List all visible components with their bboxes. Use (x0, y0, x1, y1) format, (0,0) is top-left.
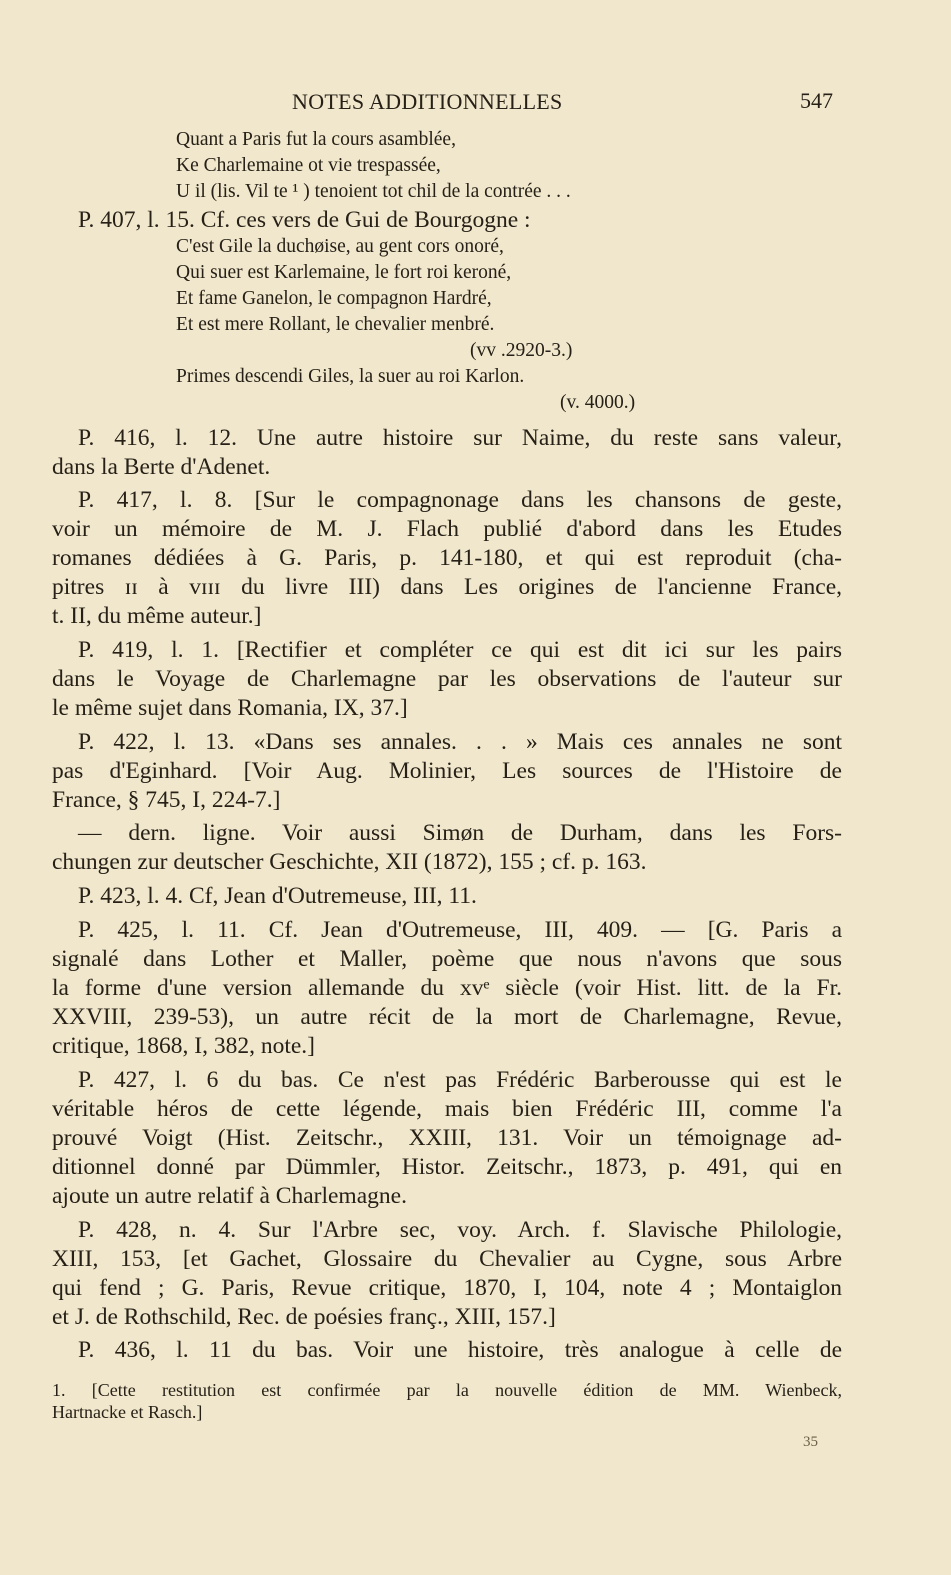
verse-line: Et est mere Rollant, le chevalier menbré. (176, 314, 495, 335)
paragraph-line: chungen zur deutscher Geschichte, XII (1872), 155 ; cf. p. 163. (52, 849, 647, 875)
verse-line: Ke Charlemaine ot vie trespassée, (176, 155, 441, 176)
verse-line: Qui suer est Karlemaine, le fort roi keroné, (176, 262, 512, 283)
footnote-line: 1. [Cette restitution est confirmée par la nouvelle édition de MM. Wienbeck, (52, 1380, 842, 1400)
paragraph-line: prouvé Voigt (Hist. Zeitschr., XXIII, 131. Voir un témoignage ad- (52, 1125, 842, 1151)
running-head: NOTES ADDITIONNELLES (292, 89, 563, 114)
paragraph-line: P. 417, l. 8. [Sur le compagnonage dans les chansons de geste, (78, 487, 842, 513)
paragraph-line: pitres ɪɪ à ᴠɪɪɪ du livre III) dans Les origines de l'ancienne France, (52, 574, 842, 600)
paragraph-line: P. 436, l. 11 du bas. Voir une histoire, très analogue à celle de (78, 1337, 842, 1363)
paragraph-line: qui fend ; G. Paris, Revue critique, 1870, I, 104, note 4 ; Montaiglon (52, 1275, 842, 1301)
paragraph-line: P. 425, l. 11. Cf. Jean d'Outremeuse, III, 409. — [G. Paris a (78, 917, 842, 943)
verse-line: Et fame Ganelon, le compagnon Hardré, (176, 288, 492, 309)
paragraph-line: — dern. ligne. Voir aussi Simøn de Durham, dans les Fors- (78, 820, 842, 846)
paragraph-line: la forme d'une version allemande du xvᵉ siècle (voir Hist. litt. de la Fr. (52, 975, 842, 1001)
paragraph-line: romanes dédiées à G. Paris, p. 141-180, et qui est reproduit (cha- (52, 545, 842, 571)
verse-reference: (vv .2920-3.) (470, 340, 573, 361)
paragraph-line: signalé dans Lother et Maller, poème que nous n'avons que sous (52, 946, 842, 972)
paragraph-line: voir un mémoire de M. J. Flach publié d'abord dans les Etudes (52, 516, 842, 542)
paragraph-line: ajoute un autre relatif à Charlemagne. (52, 1183, 407, 1209)
verse-reference: (v. 4000.) (560, 392, 636, 413)
paragraph-line: P. 428, n. 4. Sur l'Arbre sec, voy. Arch. f. Slavische Philologie, (78, 1217, 842, 1243)
paragraph-line: P. 422, l. 13. «Dans ses annales. . . » Mais ces annales ne sont (78, 729, 842, 755)
paragraph-line: véritable héros de cette légende, mais bien Frédéric III, comme l'a (52, 1096, 842, 1122)
paragraph-line: XXVIII, 239-53), un autre récit de la mort de Charlemagne, Revue, (52, 1004, 842, 1030)
paragraph-line: XIII, 153, [et Gachet, Glossaire du Chevalier au Cygne, sous Arbre (52, 1246, 842, 1272)
paragraph-line: P. 427, l. 6 du bas. Ce n'est pas Frédéric Barberousse qui est le (78, 1067, 842, 1093)
paragraph-line: le même sujet dans Romania, IX, 37.] (52, 695, 408, 721)
paragraph-line: et J. de Rothschild, Rec. de poésies franç., XIII, 157.] (52, 1304, 556, 1330)
verse-line: Primes descendi Giles, la suer au roi Karlon. (176, 366, 525, 387)
verse-line: U il (lis. Vil te ¹ ) tenoient tot chil de la contrée . . . (176, 181, 571, 202)
paragraph-line: t. II, du même auteur.] (52, 603, 262, 629)
paragraph-line: P. 419, l. 1. [Rectifier et compléter ce qui est dit ici sur les pairs (78, 637, 842, 663)
paragraph-line: P. 423, l. 4. Cf, Jean d'Outremeuse, III, 11. (78, 883, 477, 909)
verse-line: C'est Gile la duchøise, au gent cors onoré, (176, 236, 504, 257)
paragraph-line: pas d'Eginhard. [Voir Aug. Molinier, Les sources de l'Histoire de (52, 758, 842, 784)
page-number: 547 (800, 88, 833, 113)
paragraph-line: P. 416, l. 12. Une autre histoire sur Naime, du reste sans valeur, (78, 425, 842, 451)
paragraph-line: dans la Berte d'Adenet. (52, 454, 271, 480)
paragraph-line: ditionnel donné par Dümmler, Histor. Zeitschr., 1873, p. 491, qui en (52, 1154, 842, 1180)
paragraph-line: P. 407, l. 15. Cf. ces vers de Gui de Bourgogne : (78, 207, 531, 233)
paragraph-line: dans le Voyage de Charlemagne par les observations de l'auteur sur (52, 666, 842, 692)
verse-line: Quant a Paris fut la cours asamblée, (176, 129, 456, 150)
paragraph-line: France, § 745, I, 224-7.] (52, 787, 281, 813)
paragraph-line: critique, 1868, I, 382, note.] (52, 1033, 316, 1059)
footnote-line: Hartnacke et Rasch.] (52, 1402, 203, 1422)
signature-mark: 35 (803, 1434, 818, 1450)
